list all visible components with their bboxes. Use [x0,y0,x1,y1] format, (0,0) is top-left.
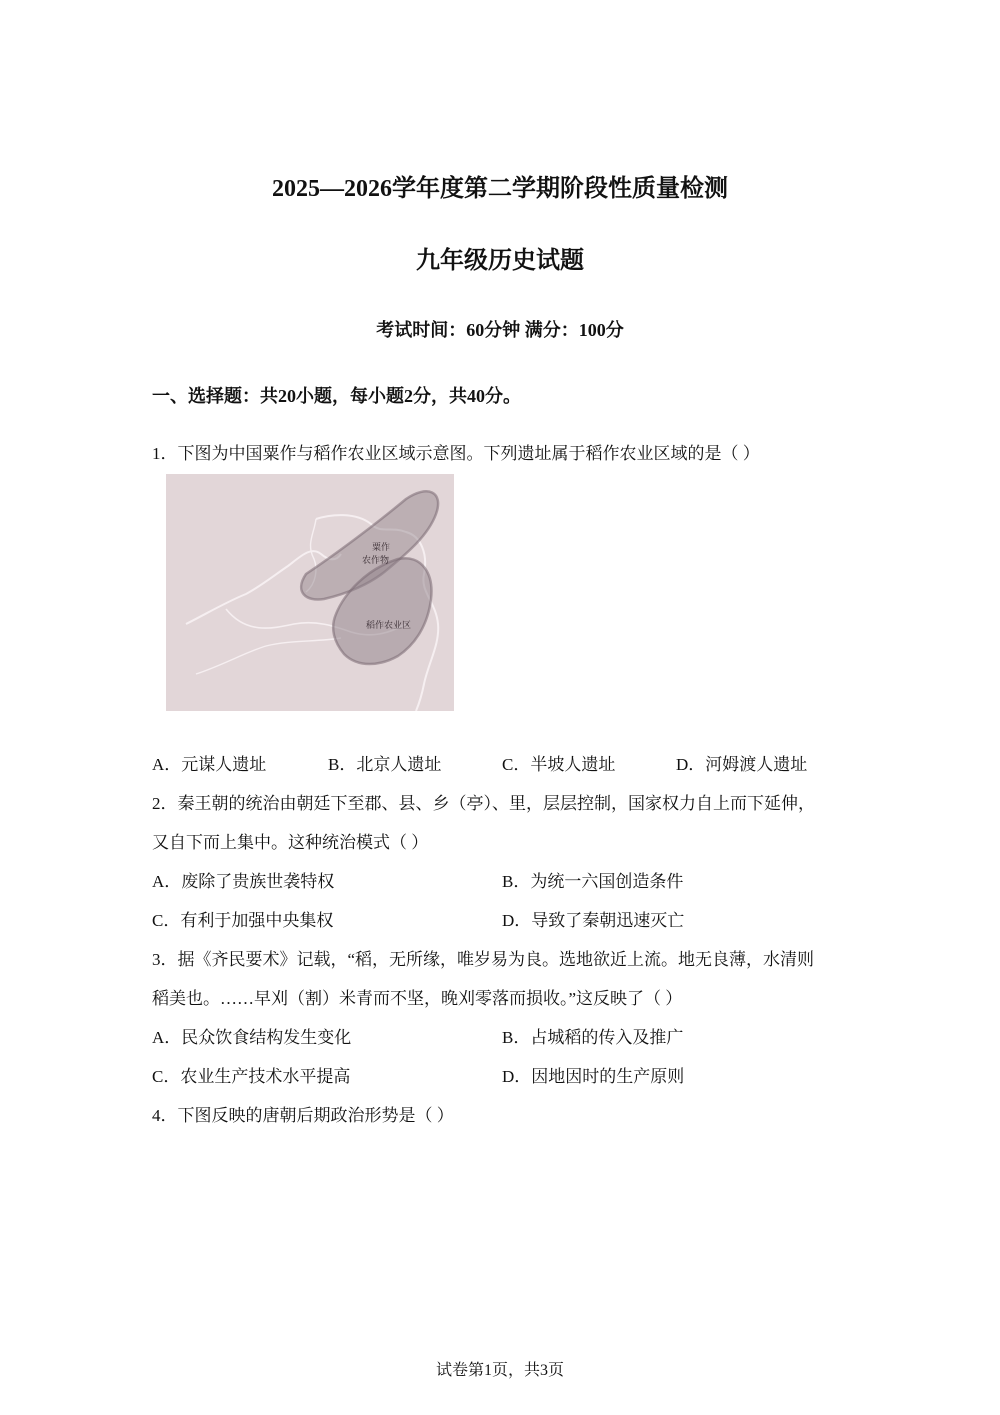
q3-option-c: C．农业生产技术水平提高 [152,1067,351,1086]
page-footer: 试卷第1页，共3页 [435,1362,564,1379]
section-heading: 一、选择题：共20小题，每小题2分，共40分。 [152,386,521,406]
q2-option-c: C．有利于加强中央集权 [152,911,334,930]
q3-option-a: A．民众饮食结构发生变化 [152,1028,352,1047]
q2-option-a: A．废除了贵族世袭特权 [152,872,335,891]
exam-subtitle: 九年级历史试题 [416,248,584,274]
q3-stem-line-2: 稻美也。……早刈（割）米青而不坚，晚刈零落而损收。”这反映了（ ） [152,989,683,1008]
q2-stem-line-1: 2．秦王朝的统治由朝廷下至郡、县、乡（亭）、里，层层控制，国家权力自上而下延伸， [152,794,815,813]
q2-option-d: D．导致了秦朝迅速灭亡 [502,911,685,930]
q3-option-d: D．因地因时的生产原则 [502,1067,685,1086]
map-label-rice: 稻作农业区 [366,621,412,631]
exam-info: 考试时间：60分钟 满分：100分 [376,320,624,340]
q1-stem: 1．下图为中国粟作与稻作农业区域示意图。下列遗址属于稻作农业区域的是（ ） [152,444,760,463]
q1-option-d: D．河姆渡人遗址 [676,755,808,774]
q2-stem-line-2: 又自下而上集中。这种统治模式（ ） [152,833,429,852]
map-label-millet-1: 粟作 [372,543,391,553]
q2-option-b: B．为统一六国创造条件 [502,872,684,891]
q1-option-a: A．元谋人遗址 [152,755,267,774]
exam-title: 2025—2026学年度第二学期阶段性质量检测 [272,176,728,202]
q1-option-b: B．北京人遗址 [328,755,442,774]
q3-option-b: B．占城稻的传入及推广 [502,1028,684,1047]
map-label-millet-2: 农作物 [362,556,390,566]
q4-stem: 4．下图反映的唐朝后期政治形势是（ ） [152,1106,454,1125]
agriculture-region-map [166,474,454,711]
q3-stem-line-1: 3．据《齐民要术》记载，“稻，无所缘，唯岁易为良。选地欲近上流。地无良薄，水清则 [152,950,815,969]
q1-option-c: C．半坡人遗址 [502,755,616,774]
